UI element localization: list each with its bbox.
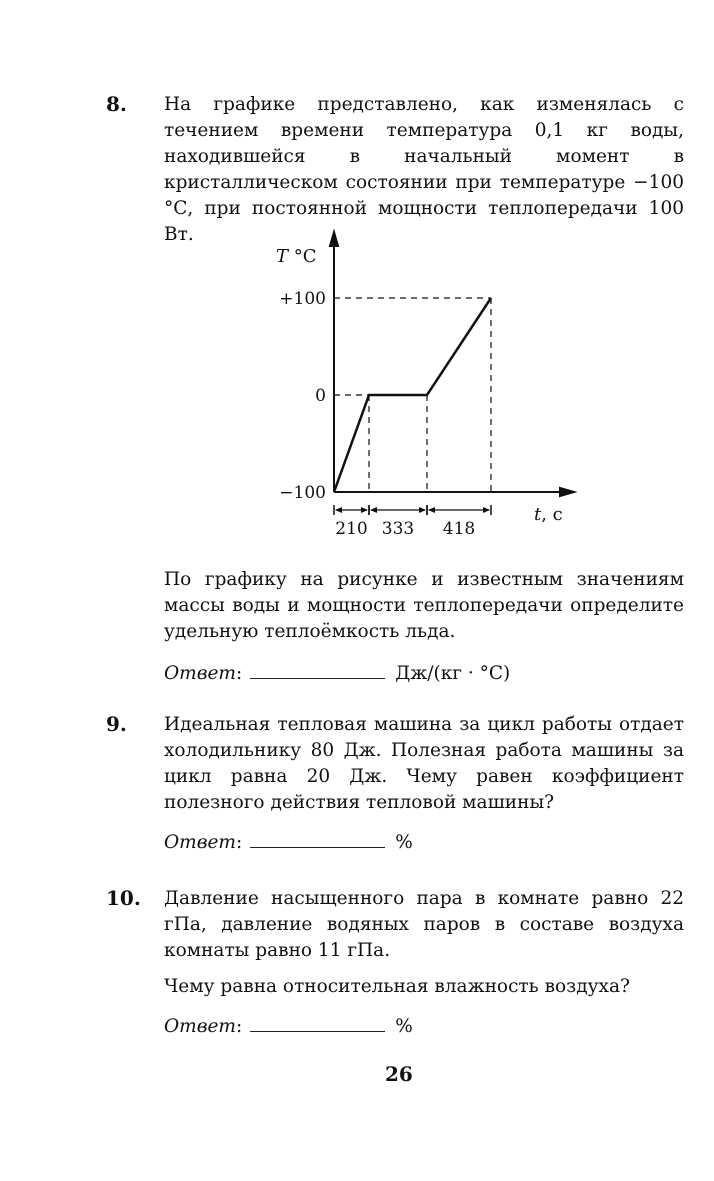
- answer-unit: Дж/(кг · °С): [395, 663, 511, 684]
- problem-9-number: 9.: [106, 712, 127, 736]
- page-number: 26: [385, 1062, 413, 1086]
- x-segment-label: 418: [442, 519, 476, 539]
- problem-8-text: На графике представлено, как изменялась с течением времени температура 0,1 кг воды, находившейся в начальный момент в кристаллическом состоянии при температуре −100 °С, при постоянной мощности теплопередачи 100 Вт.: [164, 94, 684, 245]
- problem-10-number: 10.: [106, 886, 141, 910]
- answer-unit: %: [395, 832, 413, 853]
- y-axis-label: T °С: [276, 246, 317, 267]
- segment-arrow: [361, 507, 368, 513]
- answer-label: Ответ: [164, 1016, 236, 1037]
- problem-10-answer: Ответ: %: [164, 1016, 413, 1037]
- segment-arrow: [370, 507, 377, 513]
- x-segment-label: 333: [381, 519, 415, 539]
- problem-10-text: Давление насыщенного пара в комнате равно 22 гПа, давление водяных паров в составе воздуха комнаты равно 11 гПа.: [164, 888, 684, 961]
- answer-blank[interactable]: [250, 1015, 385, 1032]
- problem-8-question: По графику на рисунке и известным значениям массы воды и мощности теплопередачи определите удельную теплоёмкость льда.: [164, 569, 684, 642]
- answer-blank[interactable]: [250, 831, 385, 848]
- y-axis-arrow: [330, 232, 338, 246]
- problem-8-answer: Ответ: Дж/(кг · °С): [164, 663, 511, 684]
- segment-arrow: [335, 507, 342, 513]
- answer-label: Ответ: [164, 663, 236, 684]
- problem-8-number: 8.: [106, 92, 127, 116]
- x-axis-label: t, с: [534, 504, 563, 525]
- problem-10-question: Чему равна относительная влажность воздуха?: [164, 976, 630, 997]
- answer-unit: %: [395, 1016, 413, 1037]
- y-tick-label: +100: [279, 289, 326, 309]
- segment-arrow: [483, 507, 490, 513]
- segment-arrow: [419, 507, 426, 513]
- y-tick-label: −100: [279, 483, 326, 503]
- temperature-time-graph: [270, 228, 590, 548]
- answer-label: Ответ: [164, 832, 236, 853]
- y-tick-label: 0: [315, 386, 326, 406]
- x-axis-arrow: [560, 488, 574, 496]
- segment-arrow: [428, 507, 435, 513]
- problem-9-text: Идеальная тепловая машина за цикл работы отдает холодильнику 80 Дж. Полезная работа машины за цикл равна 20 Дж. Чему равен коэффициент полезного действия тепловой машины?: [164, 714, 684, 813]
- x-segment-label: 210: [335, 519, 368, 539]
- problem-9-answer: Ответ: %: [164, 832, 413, 853]
- answer-blank[interactable]: [250, 662, 385, 679]
